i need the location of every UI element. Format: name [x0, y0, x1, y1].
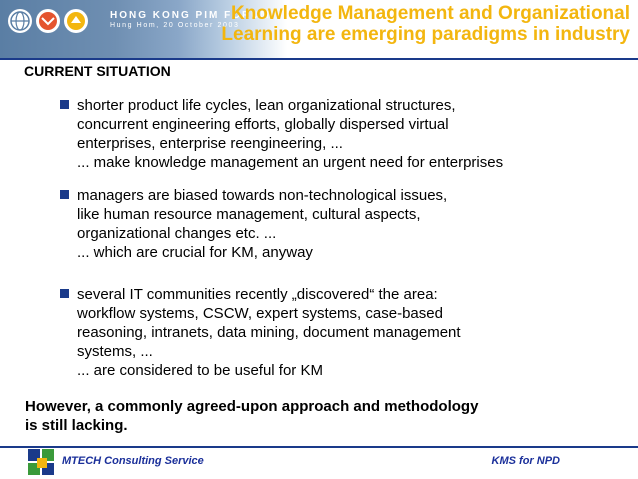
conclusion-text [25, 397, 478, 435]
bullet-line: ... which are crucial for KM, anyway [77, 244, 313, 261]
bullet-line: ... make knowledge management an urgent need for enterprises [77, 154, 504, 171]
company-logo-icon [26, 447, 58, 477]
conference-date: Hung Hom, 20 October 2003 [110, 22, 240, 29]
conference-name: HONG KONG PIM FORUM [110, 10, 271, 21]
bullet-item [60, 285, 461, 380]
bullet-line: concurrent engineering efforts, globally dispersed virtual [77, 116, 449, 133]
bullet-line: systems, ... [77, 343, 153, 360]
bullet-line: organizational changes etc. ... [77, 225, 277, 242]
footer-company: MTECH Consulting Service [62, 455, 204, 467]
header-divider [0, 58, 638, 60]
section-heading: CURRENT SITUATION [24, 63, 171, 79]
conclusion-line: is still lacking. [25, 417, 128, 434]
bullet-line: managers are biased towards non-technological issues, [77, 187, 448, 204]
bullet-line: reasoning, intranets, data mining, document management [77, 324, 461, 341]
conference-logo-icon [6, 6, 106, 36]
bullet-line: shorter product life cycles, lean organizational structures, [77, 97, 456, 114]
footer-divider [0, 446, 638, 448]
bullet-line: like human resource management, cultural aspects, [77, 206, 421, 223]
bullet-item [60, 186, 447, 262]
bullet-line: ... are considered to be useful for KM [77, 362, 323, 379]
bullet-square-icon [60, 289, 69, 298]
bullet-square-icon [60, 100, 69, 109]
bullet-line: workflow systems, CSCW, expert systems, case-based [77, 305, 443, 322]
slide-title-line: Knowledge Management and Organizational [230, 3, 630, 24]
slide-title-line: Learning are emerging paradigms in industry [221, 24, 630, 45]
bullet-item [60, 96, 503, 172]
bullet-line: enterprises, enterprise reengineering, ... [77, 135, 343, 152]
footer-topic: KMS for NPD [491, 455, 560, 467]
bullet-square-icon [60, 190, 69, 199]
conclusion-line: However, a commonly agreed-upon approach and methodology [25, 398, 479, 415]
bullet-line: several IT communities recently „discovered“ the area: [77, 286, 438, 303]
slide-header [0, 0, 638, 58]
slide-title [160, 3, 630, 45]
